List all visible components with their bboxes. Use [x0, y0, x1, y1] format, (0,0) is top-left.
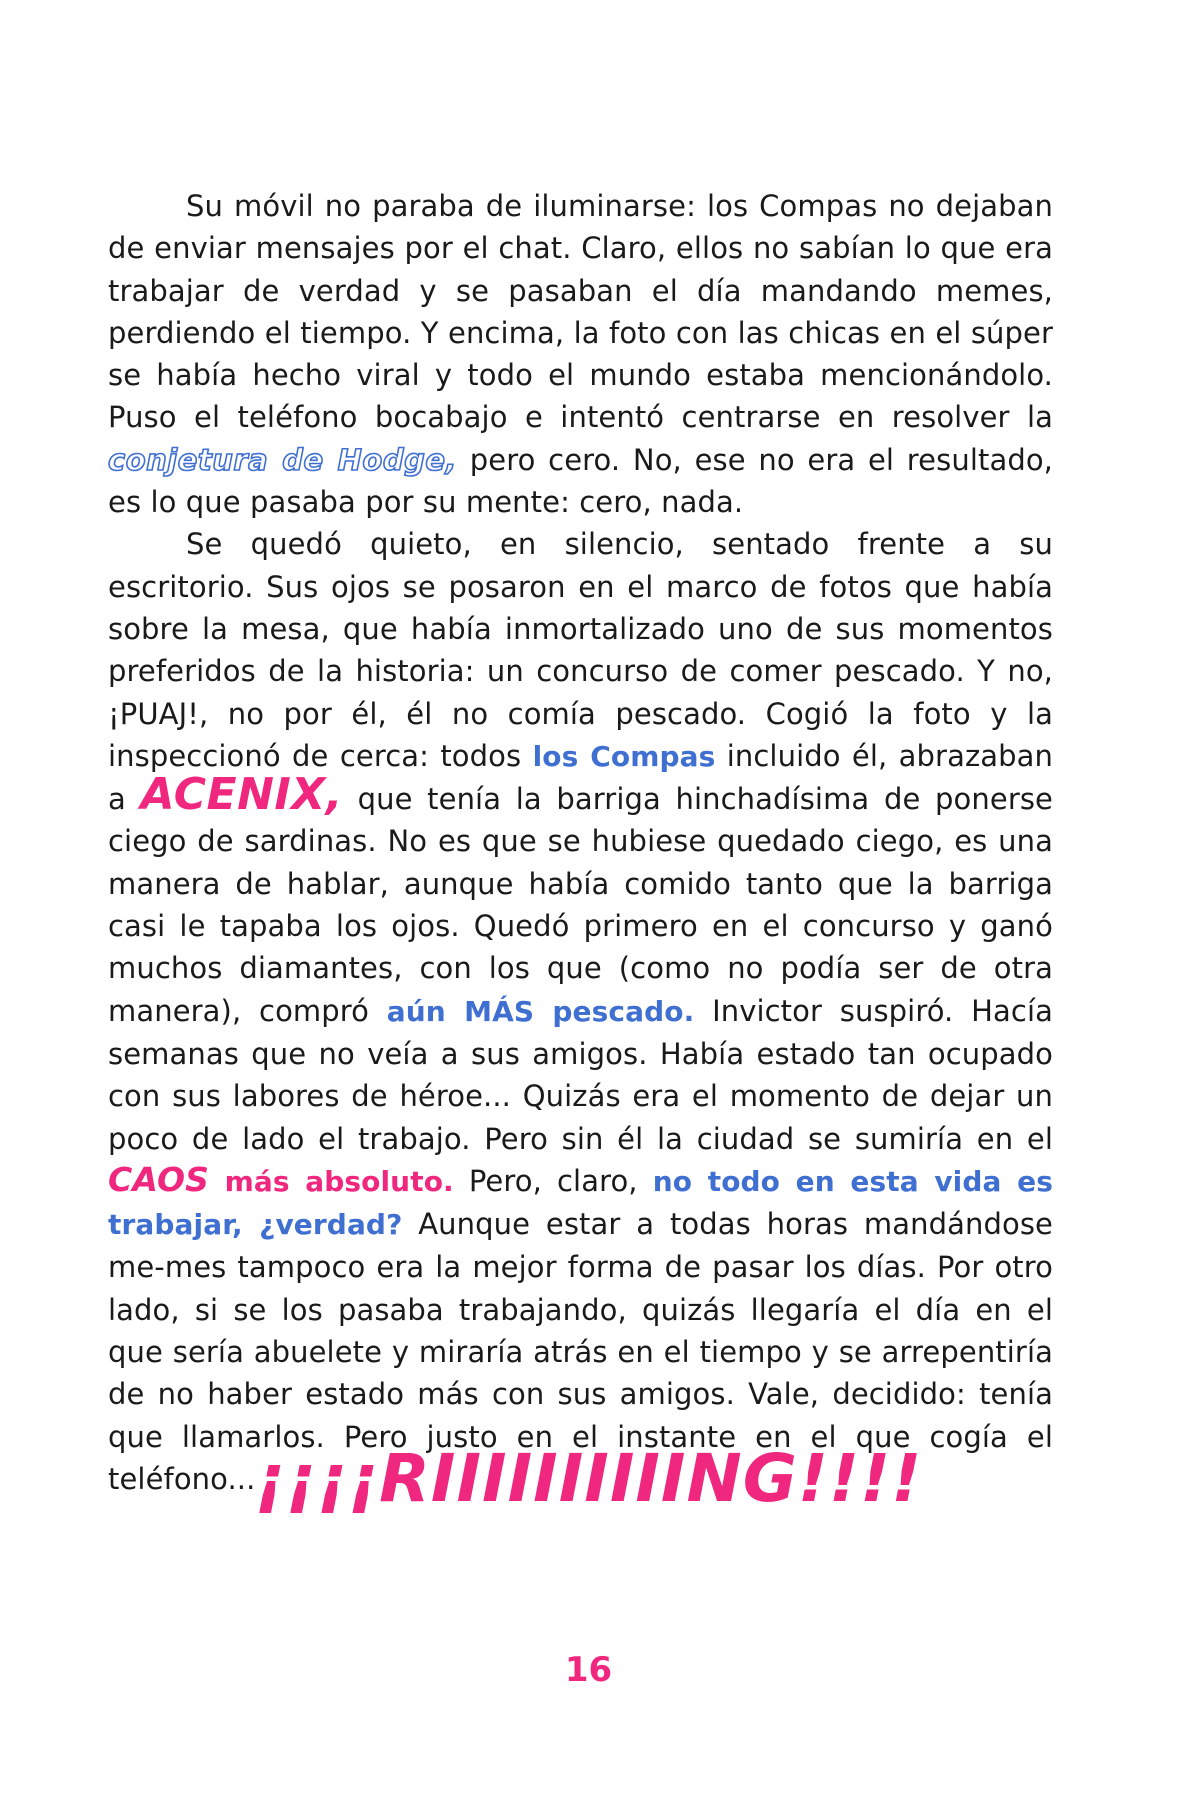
paragraph-1: [108, 185, 1053, 523]
highlight-caos: CAOS: [108, 1159, 209, 1199]
highlight-no-todo-en-esta-vida: no todo en esta vida es trabajar, ¿verdad?: [108, 1164, 1053, 1242]
paragraph-2-text-f: Aunque estar a todas horas mandándose me-mes tampoco era la mejor forma de pasar los días. Por otro lado, si se los pasaba trabajando, quizás llegaría el día en el que sería abuelete y miraría atrás en el tiempo y se arrepentiría de no haber estado más con sus amigos. Vale, decidido: tenía que llamarlos. Pero justo en el instante en el que cogía el teléfono...: [108, 1207, 1053, 1496]
highlight-los-compas: los Compas: [532, 739, 716, 773]
paragraph-2-text-b: incluido él, abrazaban a: [108, 738, 1053, 817]
book-page-body: [108, 185, 1053, 1500]
paragraph-2: [108, 523, 1053, 1500]
paragraph-2-text-c: que tenía la barriga hinchadísima de ponerse ciego de sardinas. No es que se hubiese quedado ciego, es una manera de hablar, aunque había comido tanto que la barriga casi le tapaba los ojos. Quedó primero en el concurso y ganó muchos diamantes, con los que (como no podía ser de otra manera), compró: [108, 782, 1053, 1028]
paragraph-2-text-e: Pero, claro,: [453, 1163, 653, 1198]
paragraph-1-text-a: Su móvil no paraba de iluminarse: los Compas no dejaban de enviar mensajes por el chat. Claro, ellos no sabían lo que era trabajar de verdad y se pasaban el día mandando memes, perdiendo el tiempo. Y encima, la foto con las chicas en el súper se había hecho viral y todo el mundo estaba mencionándolo. Puso el teléfono bocabajo e intentó centrarse en resolver la: [108, 189, 1053, 435]
page-number: 16: [564, 1650, 613, 1690]
highlight-acenix: ACENIX,: [140, 769, 343, 821]
highlight-mas-absoluto: más absoluto.: [208, 1164, 454, 1198]
highlight-conjetura-de-hodge: conjetura de Hodge,: [108, 442, 458, 477]
highlight-aun-mas-pescado: aún MÁS pescado.: [386, 994, 695, 1028]
paragraph-2-text-d: Invictor suspiró. Hacía semanas que no veía a sus amigos. Había estado tan ocupado con sus labores de héroe... Quizás era el momento de dejar un poco de lado el trabajo. Pero sin él la ciudad se sumiría en el: [108, 993, 1053, 1156]
ring-onomatopoeia: ¡¡¡¡RIIIIIIIIIING!!!!: [254, 1440, 923, 1517]
paragraph-1-text-b: pero cero. No, ese no era el resultado, es lo que pasaba por su mente: cero, nada.: [108, 442, 1053, 520]
paragraph-2-text-a: Se quedó quieto, en silencio, sentado frente a su escritorio. Sus ojos se posaron en el marco de fotos que había sobre la mesa, que había inmortalizado uno de sus momentos preferidos de la historia: un concurso de comer pescado. Y no, ¡PUAJ!, no por él, él no comía pescado. Cogió la foto y la inspeccionó de cerca: todos: [108, 527, 1053, 773]
